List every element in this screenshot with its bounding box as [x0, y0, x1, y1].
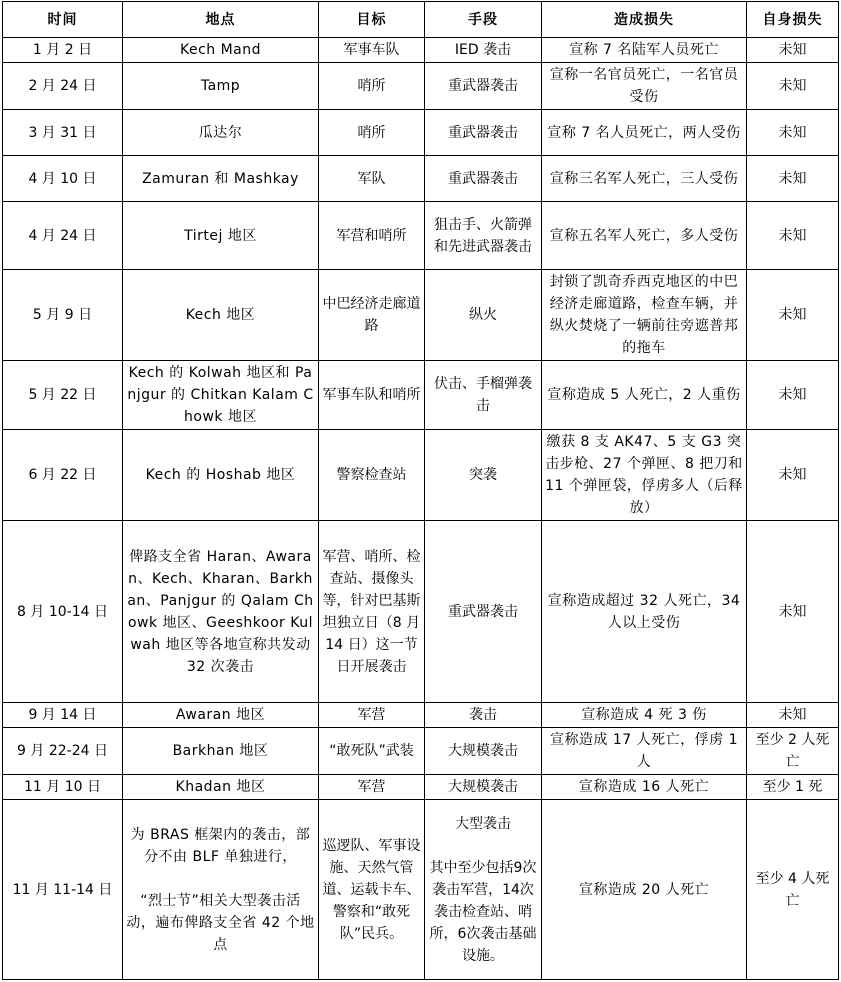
- cell-time: 2 月 24 日: [3, 63, 123, 110]
- attack-table: [2, 1, 839, 980]
- cell-method: 大规模袭击: [425, 728, 542, 775]
- cell-location: 俾路支全省 Haran、Awaran、Kech、Kharan、Barkhan、Panjgur 的 Qalam Chowk 地区、Geeshkoor Kulwah 地区等各地宣称共发动 32 次袭击: [123, 521, 319, 703]
- cell-time: 3 月 31 日: [3, 110, 123, 156]
- cell-self-loss: 未知: [747, 38, 839, 63]
- cell-target: 哨所: [319, 110, 425, 156]
- cell-target: 警察检查站: [319, 430, 425, 521]
- cell-self-loss: 至少 4 人死亡: [747, 800, 839, 980]
- cell-loss: 宣称一名官员死亡，一名官员受伤: [542, 63, 747, 110]
- cell-self-loss: 未知: [747, 63, 839, 110]
- cell-location: Barkhan 地区: [123, 728, 319, 775]
- cell-time: 9 月 14 日: [3, 703, 123, 728]
- table-row: [3, 156, 839, 202]
- cell-self-loss: 未知: [747, 202, 839, 270]
- cell-location: Kech 的 Hoshab 地区: [123, 430, 319, 521]
- cell-time: 1 月 2 日: [3, 38, 123, 63]
- cell-method: 重武器袭击: [425, 521, 542, 703]
- table-row: [3, 270, 839, 361]
- table-row: [3, 38, 839, 63]
- table-row: [3, 430, 839, 521]
- cell-method: 纵火: [425, 270, 542, 361]
- cell-target: 军事车队: [319, 38, 425, 63]
- cell-location: Tamp: [123, 63, 319, 110]
- cell-location: Zamuran 和 Mashkay: [123, 156, 319, 202]
- cell-location: Kech 的 Kolwah 地区和 Panjgur 的 Chitkan Kalam Chowk 地区: [123, 361, 319, 430]
- cell-loss: 宣称造成 20 人死亡: [542, 800, 747, 980]
- cell-loss: 封锁了凯奇乔西克地区的中巴经济走廊道路，检查车辆，并纵火焚烧了一辆前往旁遮普邦的拖车: [542, 270, 747, 361]
- cell-target: 巡逻队、军事设施、天然气管道、运载卡车、警察和“敢死队”民兵。: [319, 800, 425, 980]
- cell-time: 4 月 24 日: [3, 202, 123, 270]
- header-loss: 造成损失: [542, 2, 747, 38]
- table-row: [3, 110, 839, 156]
- cell-location: Kech Mand: [123, 38, 319, 63]
- cell-method: 重武器袭击: [425, 156, 542, 202]
- cell-time: 5 月 9 日: [3, 270, 123, 361]
- cell-location: 为 BRAS 框架内的袭击，部分不由 BLF 单独进行， “烈士节”相关大型袭击活动，遍布俾路支全省 42 个地点: [123, 800, 319, 980]
- cell-self-loss: 未知: [747, 156, 839, 202]
- cell-loss: 宣称造成 17 人死亡，俘虏 1 人: [542, 728, 747, 775]
- header-time: 时间: [3, 2, 123, 38]
- cell-target: 军营和哨所: [319, 202, 425, 270]
- cell-time: 9 月 22-24 日: [3, 728, 123, 775]
- cell-method: 袭击: [425, 703, 542, 728]
- cell-loss: 宣称 7 名人员死亡，两人受伤: [542, 110, 747, 156]
- cell-target: 军事车队和哨所: [319, 361, 425, 430]
- cell-location: Awaran 地区: [123, 703, 319, 728]
- cell-method: 重武器袭击: [425, 63, 542, 110]
- cell-method: 大型袭击 其中至少包括9次袭击军营，14次袭击检查站、哨所，6次袭击基础设施。: [425, 800, 542, 980]
- cell-target: 中巴经济走廊道路: [319, 270, 425, 361]
- cell-loss: 宣称造成超过 32 人死亡，34 人以上受伤: [542, 521, 747, 703]
- cell-target: 军营、哨所、检查站、摄像头等，针对巴基斯坦独立日（8 月 14 日）这一节日开展袭击: [319, 521, 425, 703]
- header-location: 地点: [123, 2, 319, 38]
- cell-method: 伏击、手榴弹袭击: [425, 361, 542, 430]
- cell-loss: 宣称 7 名陆军人员死亡: [542, 38, 747, 63]
- cell-target: 哨所: [319, 63, 425, 110]
- cell-self-loss: 未知: [747, 110, 839, 156]
- header-target: 目标: [319, 2, 425, 38]
- cell-self-loss: 未知: [747, 430, 839, 521]
- cell-loss: 宣称造成 16 人死亡: [542, 775, 747, 800]
- table-row: [3, 703, 839, 728]
- cell-target: 军队: [319, 156, 425, 202]
- cell-self-loss: 未知: [747, 521, 839, 703]
- table-row: [3, 63, 839, 110]
- cell-location: Tirtej 地区: [123, 202, 319, 270]
- cell-location: Khadan 地区: [123, 775, 319, 800]
- header-self-loss: 自身损失: [747, 2, 839, 38]
- table-row: [3, 775, 839, 800]
- cell-loss: 缴获 8 支 AK47、5 支 G3 突击步枪、27 个弹匣、8 把刀和 11 个弹匣袋，俘虏多人（后释放）: [542, 430, 747, 521]
- header-row: [3, 2, 839, 38]
- table-row: [3, 521, 839, 703]
- cell-time: 6 月 22 日: [3, 430, 123, 521]
- cell-method: 突袭: [425, 430, 542, 521]
- cell-loss: 宣称三名军人死亡，三人受伤: [542, 156, 747, 202]
- header-method: 手段: [425, 2, 542, 38]
- cell-method: IED 袭击: [425, 38, 542, 63]
- cell-loss: 宣称五名军人死亡，多人受伤: [542, 202, 747, 270]
- cell-target: “敢死队”武装: [319, 728, 425, 775]
- cell-method: 狙击手、火箭弹和先进武器袭击: [425, 202, 542, 270]
- cell-self-loss: 至少 2 人死亡: [747, 728, 839, 775]
- cell-location: Kech 地区: [123, 270, 319, 361]
- cell-method: 大规模袭击: [425, 775, 542, 800]
- cell-self-loss: 至少 1 死: [747, 775, 839, 800]
- cell-self-loss: 未知: [747, 270, 839, 361]
- cell-target: 军营: [319, 703, 425, 728]
- cell-time: 5 月 22 日: [3, 361, 123, 430]
- cell-time: 8 月 10-14 日: [3, 521, 123, 703]
- cell-loss: 宣称造成 5 人死亡，2 人重伤: [542, 361, 747, 430]
- cell-time: 11 月 10 日: [3, 775, 123, 800]
- table-row: [3, 800, 839, 980]
- table-row: [3, 728, 839, 775]
- cell-self-loss: 未知: [747, 361, 839, 430]
- cell-time: 4 月 10 日: [3, 156, 123, 202]
- cell-method: 重武器袭击: [425, 110, 542, 156]
- table-row: [3, 202, 839, 270]
- cell-time: 11 月 11-14 日: [3, 800, 123, 980]
- cell-location: 瓜达尔: [123, 110, 319, 156]
- cell-self-loss: 未知: [747, 703, 839, 728]
- table-row: [3, 361, 839, 430]
- cell-target: 军营: [319, 775, 425, 800]
- cell-loss: 宣称造成 4 死 3 伤: [542, 703, 747, 728]
